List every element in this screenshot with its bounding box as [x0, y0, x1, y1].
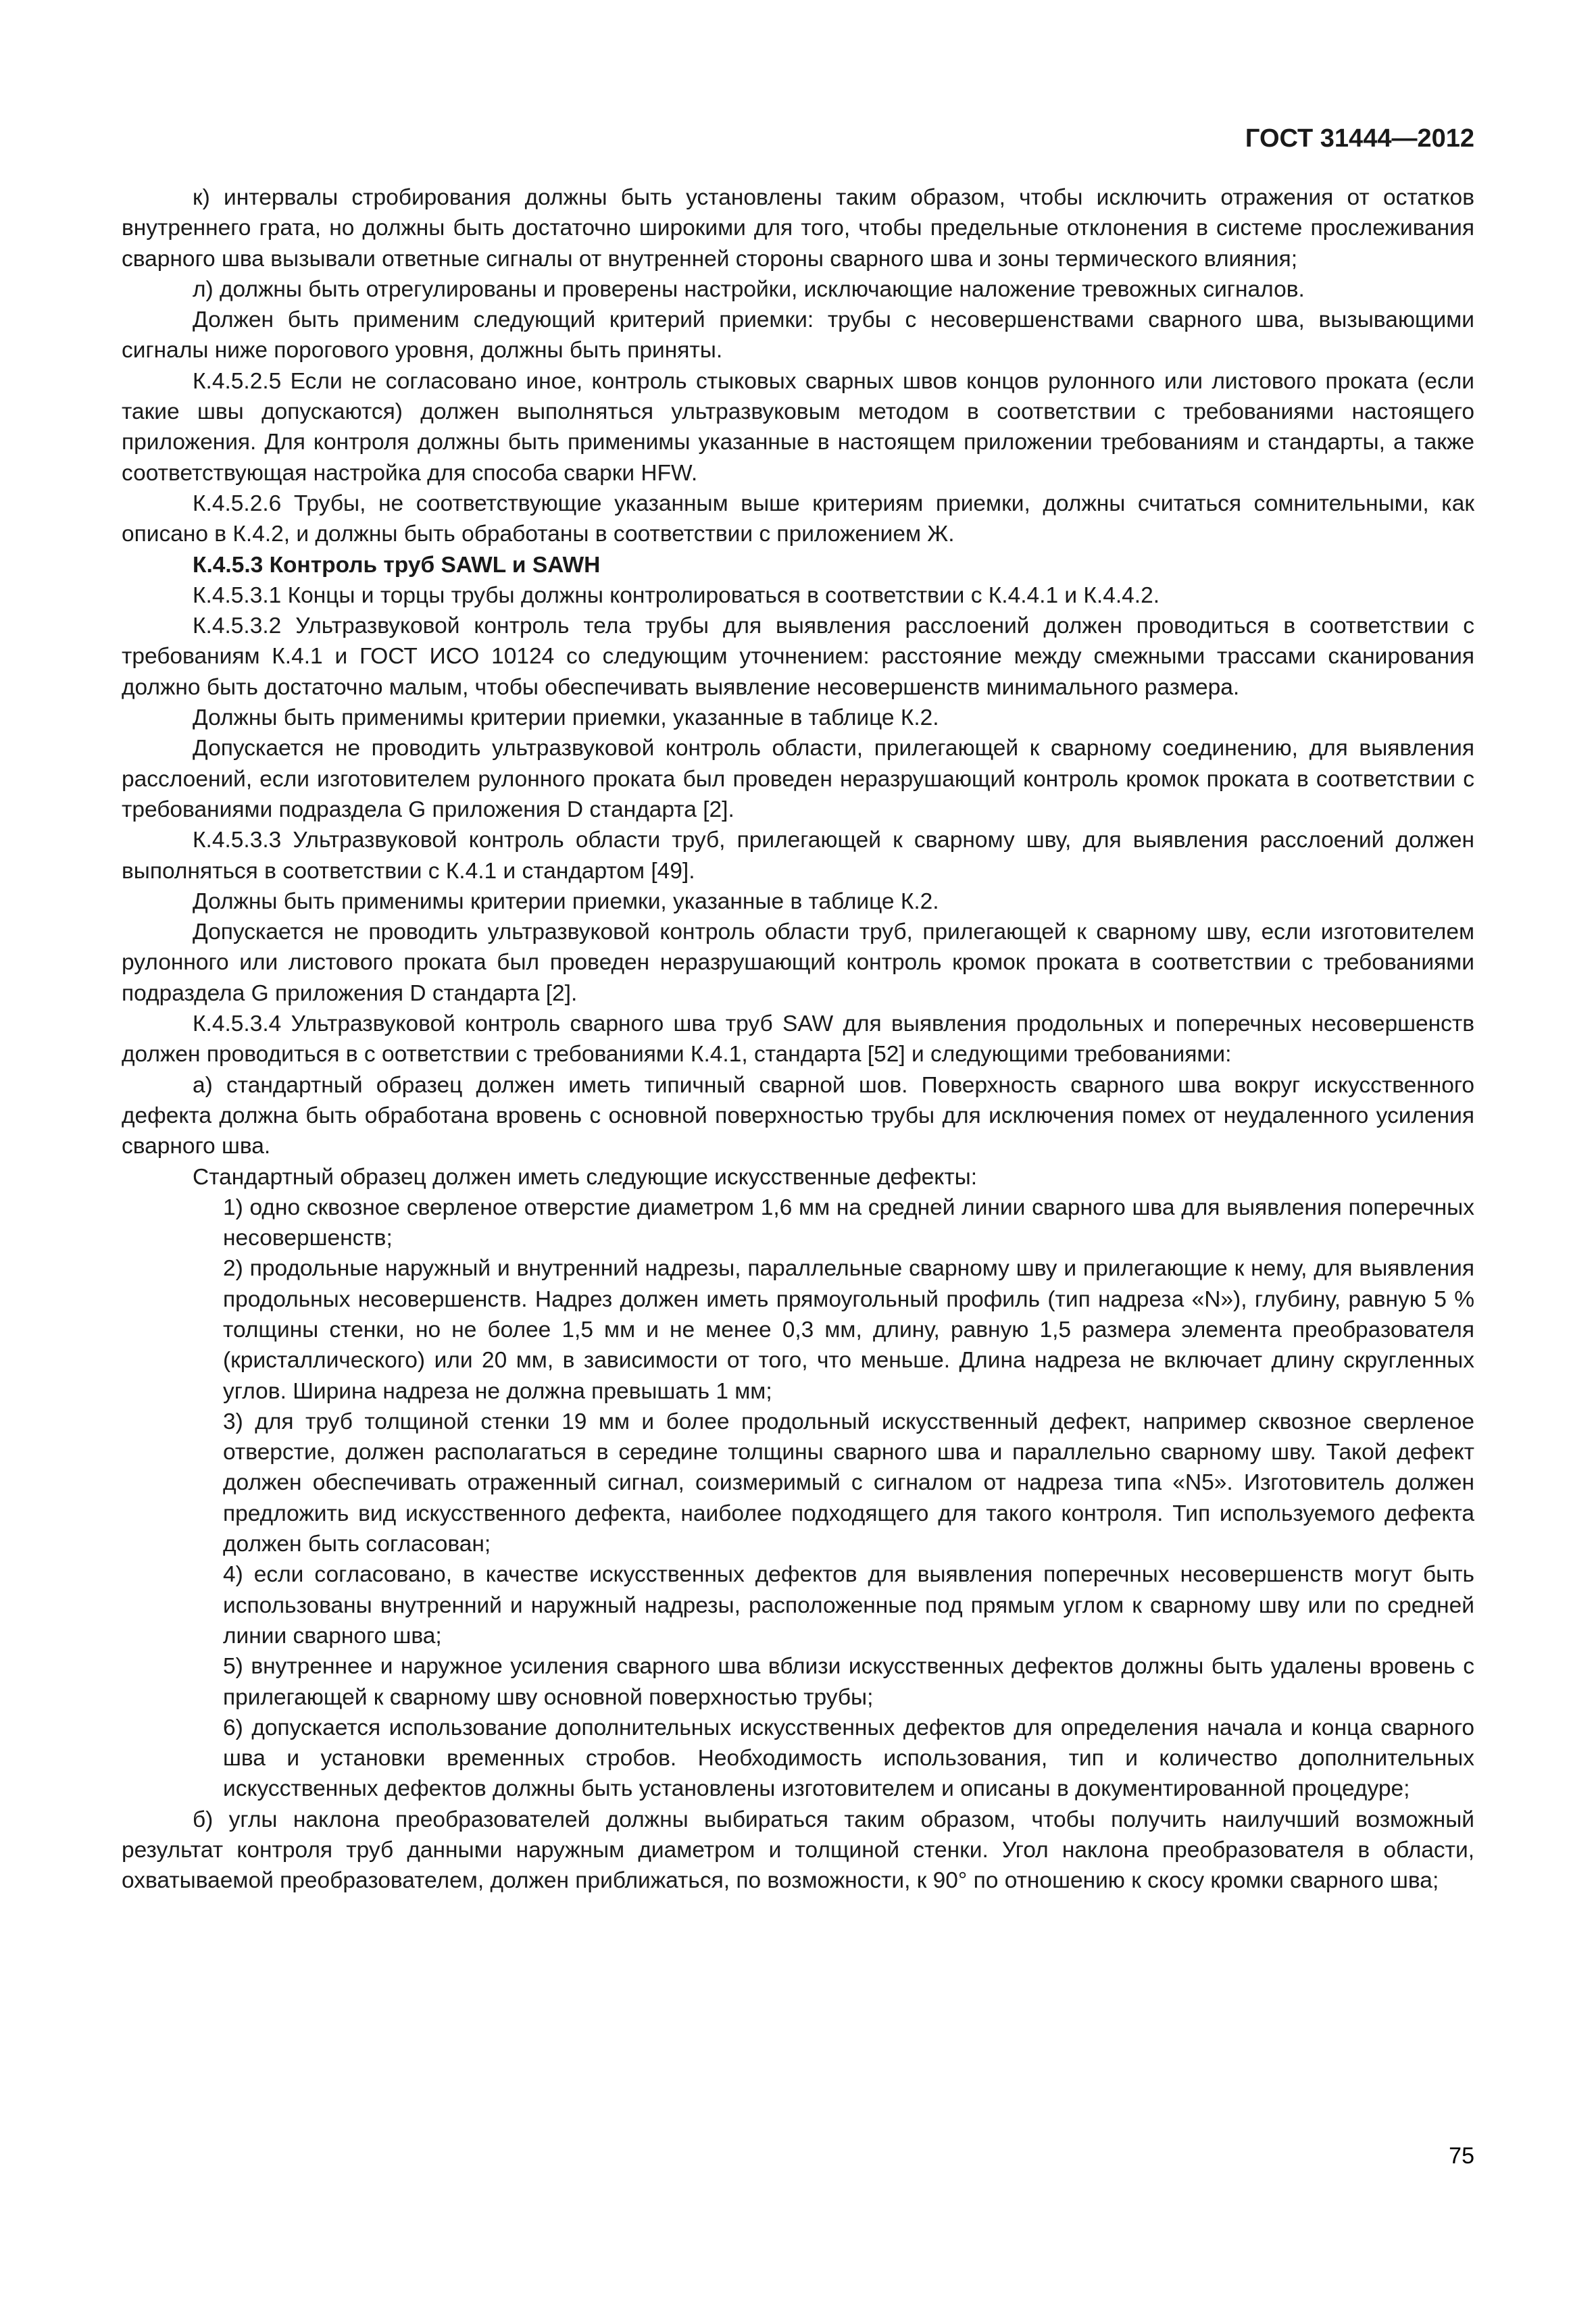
list-item: 2) продольные наружный и внутренний надрезы, параллельные сварному шву и прилегающие к нему, для выявления продольных несовершенств. Надрез должен иметь прямоугольный профиль (тип надреза «N»), глубину, равную 5 % толщины стенки, но не более 1,5 мм и не менее 0,3 мм, длину, равную 1,5 размера элемента преобразователя (кристаллического) или 20 мм, в зависимости от того, что меньше. Длина надреза не включает длину скругленных углов. Ширина надреза не должна превышать 1 мм; [223, 1256, 1474, 1404]
paragraph: л) должны быть отрегулированы и проверены настройки, исключающие наложение тревожных сигналов. [193, 276, 1305, 302]
paragraph: Должны быть применимы критерии приемки, указанные в таблице К.2. [193, 705, 939, 731]
list-item: 6) допускается использование дополнительных искусственных дефектов для определения начала и конца сварного шва и установки временных стробов. Необходимость использования, тип и количество дополнительных искусственных дефектов должны быть установлены изготовителем и описаны в документированной процедуре; [223, 1715, 1474, 1802]
paragraph: Допускается не проводить ультразвуковой контроль области труб, прилегающей к сварному шву, если изготовителем рулонного или листового проката был проведен неразрушающий контроль кромок проката в соответствии с требованиями подраздела G приложения D стандарта [2]. [122, 920, 1474, 1006]
list-item: 5) внутреннее и наружное усиления сварного шва вблизи искусственных дефектов должны быть удалены вровень с прилегающей к сварному шву основной поверхностью трубы; [223, 1654, 1474, 1710]
paragraph: К.4.5.2.5 Если не согласовано иное, контроль стыковых сварных швов концов рулонного или листового проката (если такие швы допускаются) должен выполняться ультразвуковым методом в соответствии с требованиями настоящего приложения. Для контроля должны быть применимы указанные в настоящем приложении требованиям и стандарты, а также соответствующая настройка для способа сварки HFW. [122, 368, 1474, 486]
paragraph: Должен быть применим следующий критерий приемки: трубы с несовершенствами сварного шва, вызывающими сигналы ниже порогового уровня, должны быть приняты. [122, 307, 1474, 363]
page-number: 75 [1449, 2143, 1474, 2169]
paragraph: К.4.5.3.3 Ультразвуковой контроль области труб, прилегающей к сварному шву, для выявления расслоений должен выполняться в соответствии с К.4.1 и стандартом [49]. [122, 828, 1474, 884]
paragraph: Стандартный образец должен иметь следующие искусственные дефекты: [193, 1164, 978, 1190]
list-item: 3) для труб толщиной стенки 19 мм и более продольный искусственный дефект, например сквозное сверленое отверстие, должен располагаться в середине толщины сварного шва и параллельно сварному шву. Такой дефект должен обеспечивать отраженный сигнал, соизмеримый с сигналом от надреза типа «N5». Изготовитель должен предложить вид искусственного дефекта, наиболее подходящего для такого контроля. Тип используемого дефекта должен быть согласован; [223, 1409, 1474, 1557]
paragraph: К.4.5.3.1 Концы и торцы трубы должны контролироваться в соответствии с К.4.4.1 и К.4.4.2. [193, 582, 1160, 608]
paragraph: Допускается не проводить ультразвуковой контроль области, прилегающей к сварному соединению, для выявления расслоений, если изготовителем рулонного проката был проведен неразрушающий контроль кромок проката в соответствии с требованиями подраздела G приложения D стандарта [2]. [122, 736, 1474, 822]
paragraph: К.4.5.2.6 Трубы, не соответствующие указанным выше критериям приемки, должны считаться сомнительными, как описано в К.4.2, и должны быть обработаны в соответствии с приложением Ж. [122, 491, 1474, 547]
paragraph: Должны быть применимы критерии приемки, указанные в таблице К.2. [193, 888, 939, 914]
list-item: 4) если согласовано, в качестве искусственных дефектов для выявления поперечных несовершенств могут быть использованы внутренний и наружный надрезы, расположенные под прямым углом к сварному шву или по средней линии сварного шва; [223, 1562, 1474, 1649]
document-page [122, 122, 1474, 1896]
doc-number-header: ГОСТ 31444—2012 [1245, 124, 1474, 153]
paragraph: К.4.5.3.4 Ультразвуковой контроль сварного шва труб SAW для выявления продольных и поперечных несовершенств должен проводиться в с оответствии с требованиями К.4.1, стандарта [52] и следующими требованиями: [122, 1011, 1474, 1067]
paragraph: К.4.5.3.2 Ультразвуковой контроль тела трубы для выявления расслоений должен проводиться в соответствии с требованиям К.4.1 и ГОСТ ИСО 10124 со следующим уточнением: расстояние между смежными трассами сканирования должно быть достаточно малым, чтобы обеспечивать выявление несовершенств минимального размера. [122, 613, 1474, 700]
paragraph: а) стандартный образец должен иметь типичный сварной шов. Поверхность сварного шва вокруг искусственного дефекта должна быть обработана вровень с основной поверхностью трубы для исключения помех от неудаленного усиления сварного шва. [122, 1072, 1474, 1159]
paragraph: к) интервалы стробирования должны быть установлены таким образом, чтобы исключить отражения от остатков внутреннего грата, но должны быть достаточно широкими для того, чтобы предельные отклонения в системе прослеживания сварного шва вызывали ответные сигналы от внутренней стороны сварного шва и зоны термического влияния; [122, 185, 1474, 272]
paragraph: б) углы наклона преобразователей должны выбираться таким образом, чтобы получить наилучший возможный результат контроля труб данными наружным диаметром и толщиной стенки. Угол наклона преобразователя в области, охватываемой преобразователем, должен приближаться, по возможности, к 90° по отношению к скосу кромки сварного шва; [122, 1807, 1474, 1894]
list-item: 1) одно сквозное сверленое отверстие диаметром 1,6 мм на средней линии сварного шва для выявления поперечных несовершенств; [223, 1194, 1474, 1251]
section-heading: К.4.5.3 Контроль труб SAWL и SAWH [193, 552, 601, 578]
